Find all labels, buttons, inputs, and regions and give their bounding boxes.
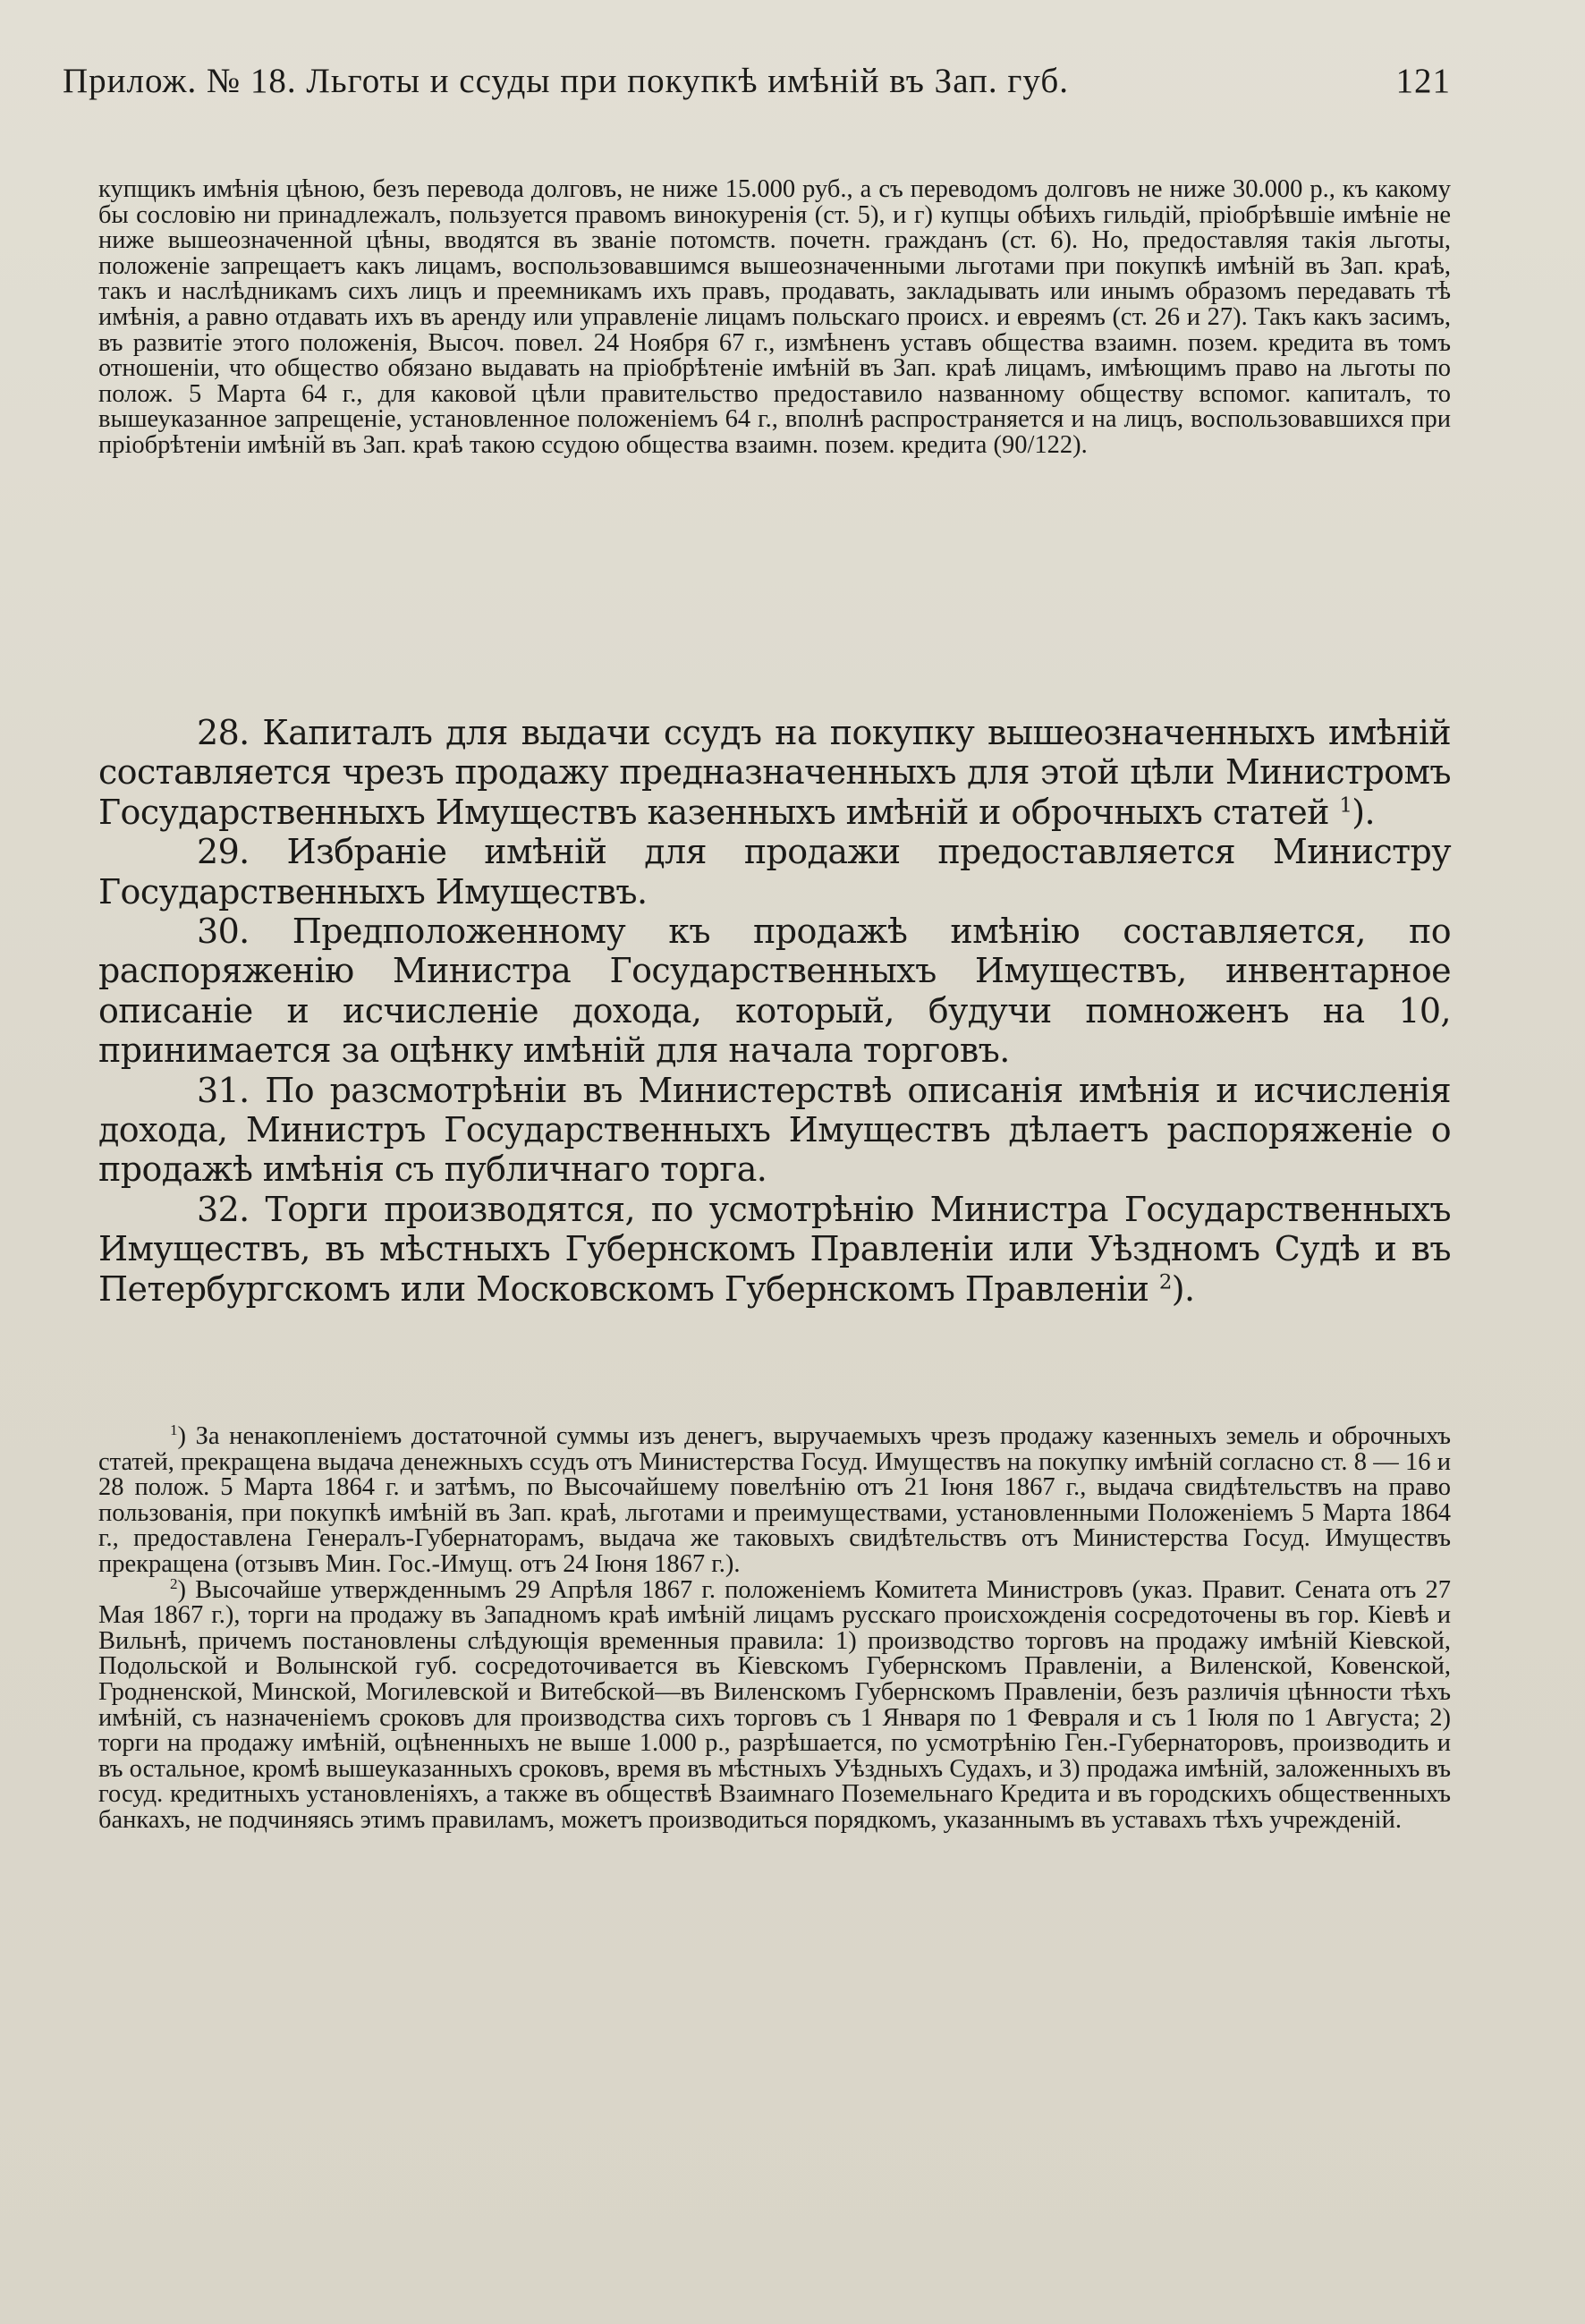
footnote-ref-2[interactable]: 2 [1158, 1270, 1172, 1294]
footnote-ref-1[interactable]: 1 [1339, 793, 1352, 818]
page-number: 121 [1395, 62, 1451, 100]
articles-block [98, 713, 1451, 1309]
footnote-2: $^2$) Высочайше утвержденнымъ 29 Апрѣля 1867 г. положеніемъ Комитета Министровъ (указ. Правит. Сената отъ 27 Мая 1867 г.), торги на продажу въ Западномъ краѣ имѣній лицамъ русскаго происхожденія сосредоточены въ гор. Кіевѣ и Вильнѣ, причемъ постановлены слѣдующія временныя правила: 1) производство торговъ на продажу имѣній Кіевской, Подольской и Волынской губ. сосредоточивается въ Кіевскомъ Губернскомъ Правленіи, а Виленской, Ковенской, Гродненской, Минской, Могилевской и Витебской—въ Виленскомъ Губернскомъ Правленіи, безъ различія цѣнности тѣхъ имѣній, съ назначеніемъ сроковъ для производства сихъ торговъ съ 1 Января по 1 Февраля и съ 1 Іюля по 1 Августа; 2) торги на продажу имѣній, оцѣненныхъ не выше 1.000 р., разрѣшается, по усмотрѣнію Ген.-Губернаторовъ, производить и въ остальное, кромѣ вышеуказанныхъ сроковъ, время въ мѣстныхъ Уѣздныхъ Судахъ, и 3) продажа имѣній, заложенныхъ въ госуд. кредитныхъ установленіяхъ, а также въ обществѣ Взаимнаго Поземельнаго Кредита и въ городскихъ общественныхъ банкахъ, не подчиняясь этимъ правиламъ, можетъ производиться порядкомъ, указаннымъ въ уставахъ тѣхъ учрежденій. [98, 1574, 1451, 1834]
article-28: 28. Капиталъ для выдачи ссудъ на покупку вышеозначенныхъ имѣній составляется чрезъ продажу предназначенныхъ для этой цѣли Министромъ Государственныхъ Имуществъ казенныхъ имѣній и оброчныхъ статей $^1$). [98, 713, 1451, 832]
footnote-mark-2: 2 [170, 1574, 178, 1592]
intro-paragraph: купщикъ имѣнія цѣною, безъ перевода долговъ, не ниже 15.000 руб., а съ переводомъ долговъ не ниже 30.000 р., къ какому бы сословію ни принадлежалъ, пользуется правомъ винокуренія (ст. 5), и г) купцы обѣихъ гильдій, пріобрѣвшіе имѣніе не ниже вышеозначенной цѣны, вводятся въ званіе потомств. почетн. гражданъ (ст. 6). Но, предоставляя такія льготы, положеніе запрещаетъ какъ лицамъ, воспользовавшимся вышеозначенными льготами при покупкѣ имѣній въ Зап. краѣ, такъ и наслѣдникамъ сихъ лицъ и преемникамъ ихъ правъ, продавать, закладывать или инымъ образомъ передавать тѣ имѣнія, а равно отдавать ихъ въ аренду или управленіе лицамъ польскаго происх. и евреямъ (ст. 26 и 27). Такъ какъ засимъ, въ развитіе этого положенія, Высоч. повел. 24 Ноября 67 г., измѣненъ уставъ общества взаимн. позем. кредита въ томъ отношеніи, что общество обязано выдавать на пріобрѣтеніе имѣній въ Зап. краѣ лицамъ, имѣющимъ право на льготы по полож. 5 Марта 64 г., для каковой цѣли правительство предоставило названному обществу вспомог. капиталъ, то вышеуказанное запрещеніе, установленное положеніемъ 64 г., вполнѣ распространяется и на лицъ, воспользовавшихся при пріобрѣтеніи имѣній въ Зап. краѣ такою ссудою общества взаимн. позем. кредита (90/122). [98, 175, 1451, 459]
article-30: 30. Предположенному къ продажѣ имѣнію составляется, по распоряженію Министра Государственныхъ Имуществъ, инвентарное описаніе и исчисленіе дохода, который, будучи помноженъ на 10, принимается за оцѣнку имѣній для начала торговъ. [98, 912, 1451, 1071]
running-header [63, 61, 1451, 101]
footnotes-block [98, 1421, 1451, 1834]
article-31: 31. По разсмотрѣніи въ Министерствѣ описанія имѣнія и исчисленія дохода, Министръ Государственныхъ Имуществъ дѣлаетъ распоряженіе о продажѣ имѣнія съ публичнаго торга. [98, 1070, 1451, 1190]
article-32: 32. Торги производятся, по усмотрѣнію Министра Государственныхъ Имуществъ, въ мѣстныхъ Губернскомъ Правленіи или Уѣздномъ Судѣ и въ Петербургскомъ или Московскомъ Губернскомъ Правленіи $^2$). [98, 1189, 1451, 1309]
intro-paragraph-block [98, 177, 1451, 459]
footnote-mark-1: 1 [170, 1421, 178, 1438]
article-29: 29. Избраніе имѣній для продажи предоставляется Министру Государственныхъ Имуществъ. [98, 832, 1451, 912]
footnote-1: $^1$) За ненакопленіемъ достаточной суммы изъ денегъ, выручаемыхъ чрезъ продажу казенныхъ земель и оброчныхъ статей, прекращена выдача денежныхъ ссудъ отъ Министерства Госуд. Имуществъ на покупку имѣній согласно ст. 8 — 16 и 28 полож. 5 Марта 1864 г. и затѣмъ, по Высочайшему повелѣнію отъ 21 Іюня 1867 г., выдача свидѣтельствъ на право пользованія, при покупкѣ имѣній въ Зап. краѣ, льготами и преимуществами, установленными Положеніемъ 5 Марта 1864 г., предоставлена Генералъ-Губернаторамъ, выдача же таковыхъ свидѣтельствъ отъ Министерства Госуд. Имуществъ прекращена (отзывъ Мин. Гос.-Имущ. отъ 24 Іюня 1867 г.). [98, 1421, 1451, 1578]
header-title: Прилож. № 18. Льготы и ссуды при покупкѣ имѣній въ Зап. губ. [63, 62, 1069, 100]
